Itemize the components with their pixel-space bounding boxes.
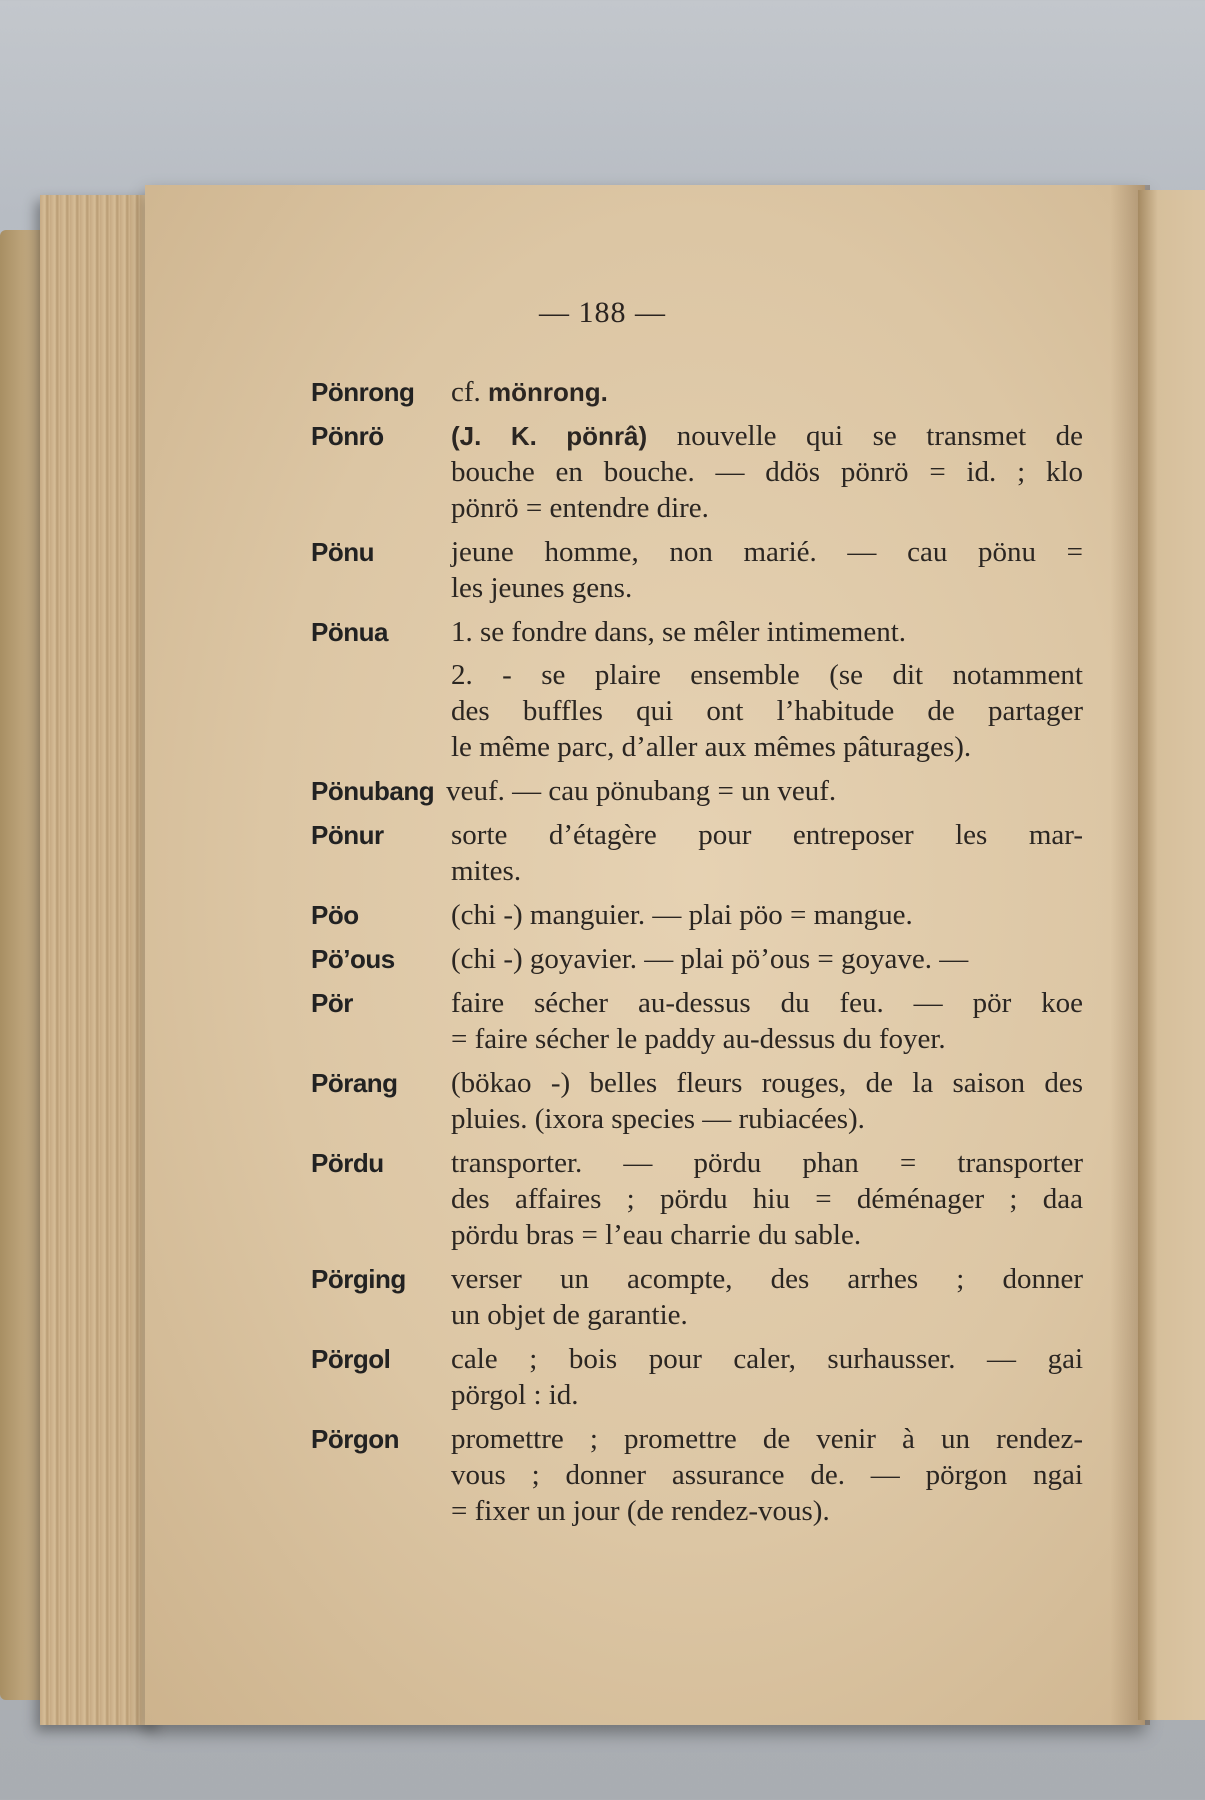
definition xyxy=(451,1341,1083,1413)
definition-line: pörgol : id. xyxy=(451,1379,579,1411)
entry xyxy=(311,773,1083,809)
entry xyxy=(311,1145,1083,1253)
headword: Pö’ous xyxy=(311,944,395,974)
entry xyxy=(311,534,1083,606)
definition xyxy=(451,985,1083,1057)
entry xyxy=(311,1261,1083,1333)
entry xyxy=(311,1341,1083,1413)
headword: Pöo xyxy=(311,900,359,930)
definition-line: sorte d’étagère pour entreposer les mar- xyxy=(451,819,1083,851)
definition-line: les jeunes gens. xyxy=(451,572,633,604)
definition-line: mites. xyxy=(451,855,522,887)
entry xyxy=(311,418,1083,526)
definition-line xyxy=(451,418,1083,454)
definition xyxy=(451,534,1083,606)
headword: Pönrong xyxy=(311,377,415,407)
definition xyxy=(451,614,1083,765)
definition-line: pördu bras = l’eau charrie du sable. xyxy=(451,1219,862,1251)
definition-line: faire sécher au-dessus du feu. — pör koe xyxy=(451,987,1083,1019)
definition-line: cale ; bois pour caler, surhausser. — gai xyxy=(451,1343,1083,1375)
entry xyxy=(311,1421,1083,1529)
definition xyxy=(451,1261,1083,1333)
headword: Pörgol xyxy=(311,1344,391,1374)
headword: Pönur xyxy=(311,820,384,850)
headword: Pönrö xyxy=(311,421,384,451)
definition-line: le même parc, d’aller aux mêmes pâturages). xyxy=(451,731,972,763)
headword: Pönu xyxy=(311,537,374,567)
headword: Pörging xyxy=(311,1264,406,1294)
definition-line: des buffles qui ont l’habitude de partager xyxy=(451,695,1083,727)
next-page-edge xyxy=(1138,190,1205,1720)
dictionary-entries xyxy=(311,374,1083,1537)
headword: Pör xyxy=(311,988,353,1018)
definition-line: jeune homme, non marié. — cau pönu = xyxy=(451,536,1083,568)
headword: Pönubang xyxy=(311,776,435,806)
definition-line: vous ; donner assurance de. — pörgon ngai xyxy=(451,1459,1083,1491)
definition-line: = faire sécher le paddy au-dessus du foyer. xyxy=(451,1023,946,1055)
entry xyxy=(311,897,1083,933)
definition-line: un objet de garantie. xyxy=(451,1299,688,1331)
definition-line: des affaires ; pördu hiu = déménager ; daa xyxy=(451,1183,1083,1215)
definition-line: bouche en bouche. — ddös pönrö = id. ; klo xyxy=(451,456,1083,488)
entry xyxy=(311,941,1083,977)
entry xyxy=(311,374,1083,410)
definition-text: cf. xyxy=(451,376,489,408)
definition-line: 2. - se plaire ensemble (se dit notamment xyxy=(451,659,1083,691)
headword: Pörgon xyxy=(311,1424,399,1454)
headword: Pördu xyxy=(311,1148,384,1178)
definition-line: = fixer un jour (de rendez-vous). xyxy=(451,1495,830,1527)
definition-line: (chi -) manguier. — plai pöo = mangue. xyxy=(451,899,913,931)
definition-line: promettre ; promettre de venir à un rendez- xyxy=(451,1423,1083,1455)
definition-line: transporter. — pördu phan = transporter xyxy=(451,1147,1083,1179)
definition xyxy=(451,941,1083,977)
page-number: — 188 — xyxy=(539,296,666,329)
entry xyxy=(311,614,1083,765)
definition-line: 1. se fondre dans, se mêler intimement. xyxy=(451,616,907,648)
definition-line: pluies. (ixora species — rubiacées). xyxy=(451,1103,865,1135)
etymology: (J. K. pönrâ) xyxy=(451,421,648,451)
entry xyxy=(311,1065,1083,1137)
headword: Pönua xyxy=(311,617,388,647)
cross-reference: mönrong. xyxy=(488,377,608,407)
definition xyxy=(446,773,1083,809)
definition-line: pönrö = entendre dire. xyxy=(451,492,709,524)
definition xyxy=(451,1145,1083,1253)
definition-line: verser un acompte, des arrhes ; donner xyxy=(451,1263,1083,1295)
entry xyxy=(311,817,1083,889)
page-edges xyxy=(40,195,160,1725)
definition xyxy=(451,374,1083,410)
headword: Pörang xyxy=(311,1068,398,1098)
definition xyxy=(451,1065,1083,1137)
definition xyxy=(451,418,1083,526)
definition-text: nouvelle qui se transmet de xyxy=(647,420,1083,452)
entry xyxy=(311,985,1083,1057)
definition-line: (chi -) goyavier. — plai pö’ous = goyave. — xyxy=(451,943,969,975)
definition-line: (bökao -) belles fleurs rouges, de la saison des xyxy=(451,1067,1083,1099)
definition xyxy=(451,817,1083,889)
definition-line: veuf. — cau pönubang = un veuf. xyxy=(446,775,837,807)
definition xyxy=(451,897,1083,933)
definition xyxy=(451,1421,1083,1529)
